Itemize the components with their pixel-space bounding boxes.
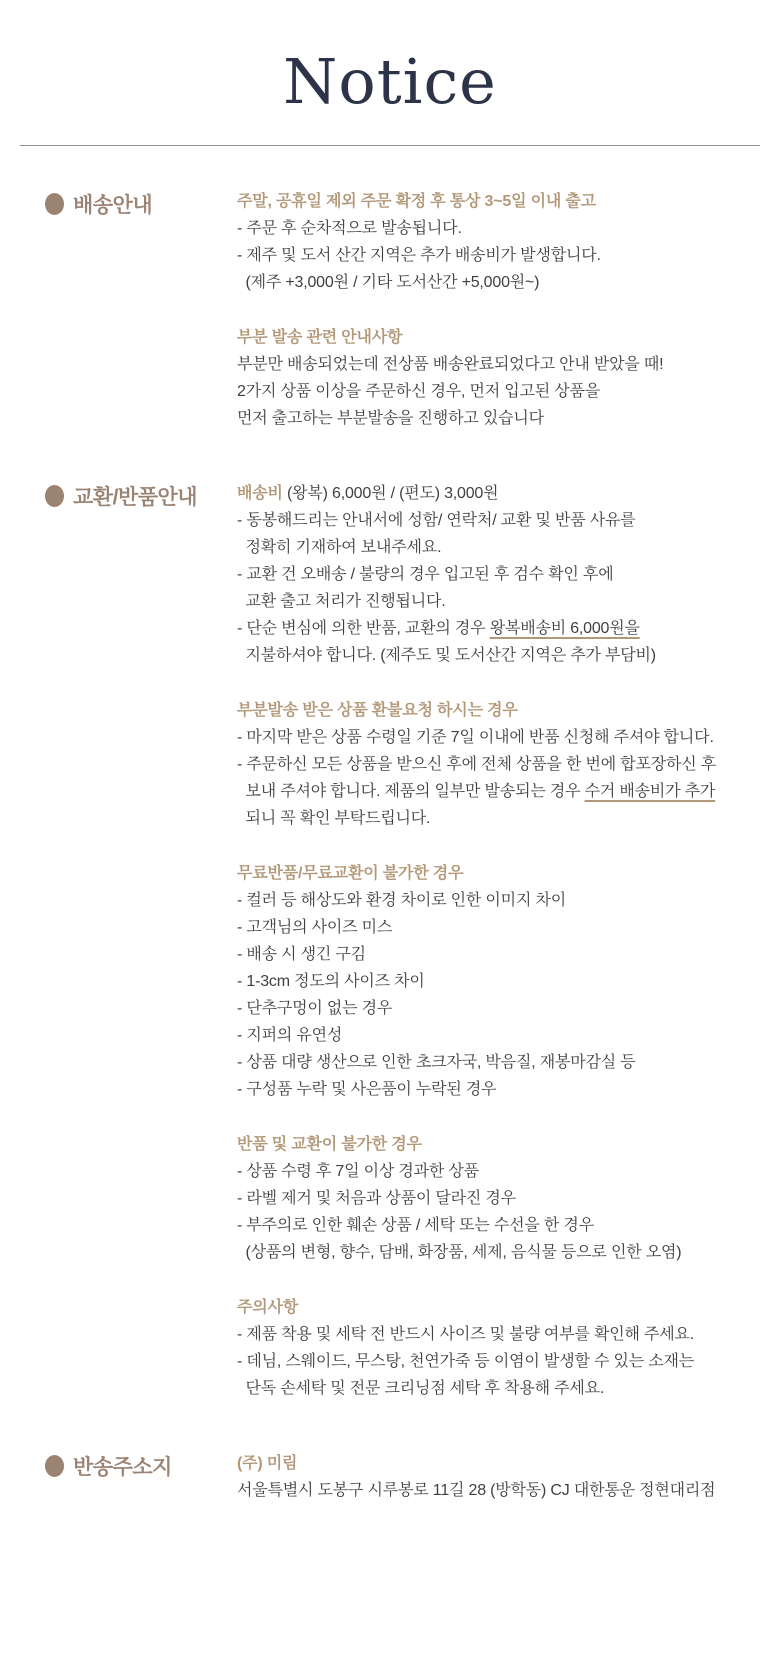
notice-block [237, 860, 756, 1103]
block-heading: (주) 미림 [237, 1455, 298, 1473]
text-line: - 주문하신 모든 상품을 받으신 후에 전체 상품을 한 번에 합포장하신 후 [237, 756, 716, 774]
text-line: 먼저 출고하는 부분발송을 진행하고 있습니다 [237, 410, 544, 428]
block-heading: 주의사항 [237, 1299, 299, 1317]
block-heading: 부분발송 받은 상품 환불요청 하시는 경우 [237, 702, 518, 720]
notice-block [237, 697, 756, 832]
section-shipping-info [0, 188, 780, 432]
text-line: - 컬러 등 해상도와 환경 차이로 인한 이미지 차이 [237, 892, 566, 910]
text-line: 지불하셔야 합니다. (제주도 및 도서산간 지역은 추가 부담비) [237, 647, 656, 665]
text-line: 보내 주셔야 합니다. 제품의 일부만 발송되는 경우 수거 배송비가 추가 [237, 783, 716, 801]
section-exchange-return-info [0, 480, 780, 1402]
text-line: - 단추구멍이 없는 경우 [237, 1000, 393, 1018]
section-return-address [0, 1450, 780, 1504]
section-label [45, 480, 237, 511]
text-line: - 배송 시 생긴 구김 [237, 946, 366, 964]
section-label-text: 교환/반품안내 [73, 486, 198, 510]
bullet-icon [45, 485, 64, 507]
title-divider [20, 145, 760, 146]
section-content [237, 188, 756, 432]
text-line: - 지퍼의 유연성 [237, 1027, 343, 1045]
notice-block [237, 1131, 756, 1266]
text-line: - 제품 착용 및 세탁 전 반드시 사이즈 및 불량 여부를 확인해 주세요. [237, 1326, 694, 1344]
notice-block [237, 1294, 756, 1402]
text-line: 서울특별시 도봉구 시루봉로 11길 28 (방학동) CJ 대한통운 정현대리점 [237, 1482, 716, 1500]
text-line: 정확히 기재하여 보내주세요. [237, 539, 442, 557]
text-line: - 주문 후 순차적으로 발송됩니다. [237, 220, 462, 238]
bullet-icon [45, 193, 64, 215]
text-line: - 상품 대량 생산으로 인한 초크자국, 박음질, 재봉마감실 등 [237, 1054, 636, 1072]
notice-block [237, 1450, 756, 1504]
section-label-text: 배송안내 [73, 194, 153, 218]
bottom-spacer [0, 1504, 780, 1614]
section-content [237, 1450, 756, 1504]
text-line: - 라벨 제거 및 처음과 상품이 달라진 경우 [237, 1190, 516, 1208]
block-heading: 부분 발송 관련 안내사항 [237, 329, 403, 347]
notice-block [237, 480, 756, 669]
text-line: - 상품 수령 후 7일 이상 경과한 상품 [237, 1163, 479, 1181]
text-line: - 단순 변심에 의한 반품, 교환의 경우 왕복배송비 6,000원을 [237, 620, 640, 638]
text-line: 부분만 배송되었는데 전상품 배송완료되었다고 안내 받았을 때! [237, 356, 664, 374]
block-heading: 주말, 공휴일 제외 주문 확정 후 통상 3~5일 이내 출고 [237, 193, 596, 211]
section-label [45, 188, 237, 219]
text-line: - 1-3cm 정도의 사이즈 차이 [237, 973, 425, 991]
notice-block [237, 324, 756, 432]
text-line: - 데님, 스웨이드, 무스탕, 천연가죽 등 이염이 발생할 수 있는 소재는 [237, 1353, 694, 1371]
block-heading: 반품 및 교환이 불가한 경우 [237, 1136, 422, 1154]
text-line: - 동봉해드리는 안내서에 성함/ 연락처/ 교환 및 반품 사유를 [237, 512, 636, 530]
text-line: 되니 꼭 확인 부탁드립니다. [237, 810, 431, 828]
underlined-text: 왕복배송비 6,000원을 [489, 620, 640, 638]
text-line: 2가지 상품 이상을 주문하신 경우, 먼저 입고된 상품을 [237, 383, 601, 401]
underlined-text: 수거 배송비가 추가 [584, 783, 716, 801]
section-label-text: 반송주소지 [73, 1456, 172, 1480]
text-line: 교환 출고 처리가 진행됩니다. [237, 593, 446, 611]
block-heading: 무료반품/무료교환이 불가한 경우 [237, 865, 464, 883]
text-line: - 구성품 누락 및 사은품이 누락된 경우 [237, 1081, 497, 1099]
section-content [237, 480, 756, 1402]
text-line: (상품의 변형, 향수, 담배, 화장품, 세제, 음식물 등으로 인한 오염) [237, 1244, 682, 1262]
bullet-icon [45, 1455, 64, 1477]
text-line: - 마지막 받은 상품 수령일 기준 7일 이내에 반품 신청해 주셔야 합니다. [237, 729, 714, 747]
text-line: 단독 손세탁 및 전문 크리닝점 세탁 후 착용해 주세요. [237, 1380, 605, 1398]
text-line: - 고객님의 사이즈 미스 [237, 919, 393, 937]
text-line: - 부주의로 인한 훼손 상품 / 세탁 또는 수선을 한 경우 [237, 1217, 594, 1235]
text-line: (제주 +3,000원 / 기타 도서산간 +5,000원~) [237, 274, 540, 292]
notice-block [237, 188, 756, 296]
section-label [45, 1450, 237, 1481]
page-title: Notice [283, 45, 497, 118]
text-line: - 제주 및 도서 산간 지역은 추가 배송비가 발생합니다. [237, 247, 601, 265]
text-line: - 교환 건 오배송 / 불량의 경우 입고된 후 검수 확인 후에 [237, 566, 614, 584]
block-heading: 배송비 (왕복) 6,000원 / (편도) 3,000원 [237, 485, 499, 503]
